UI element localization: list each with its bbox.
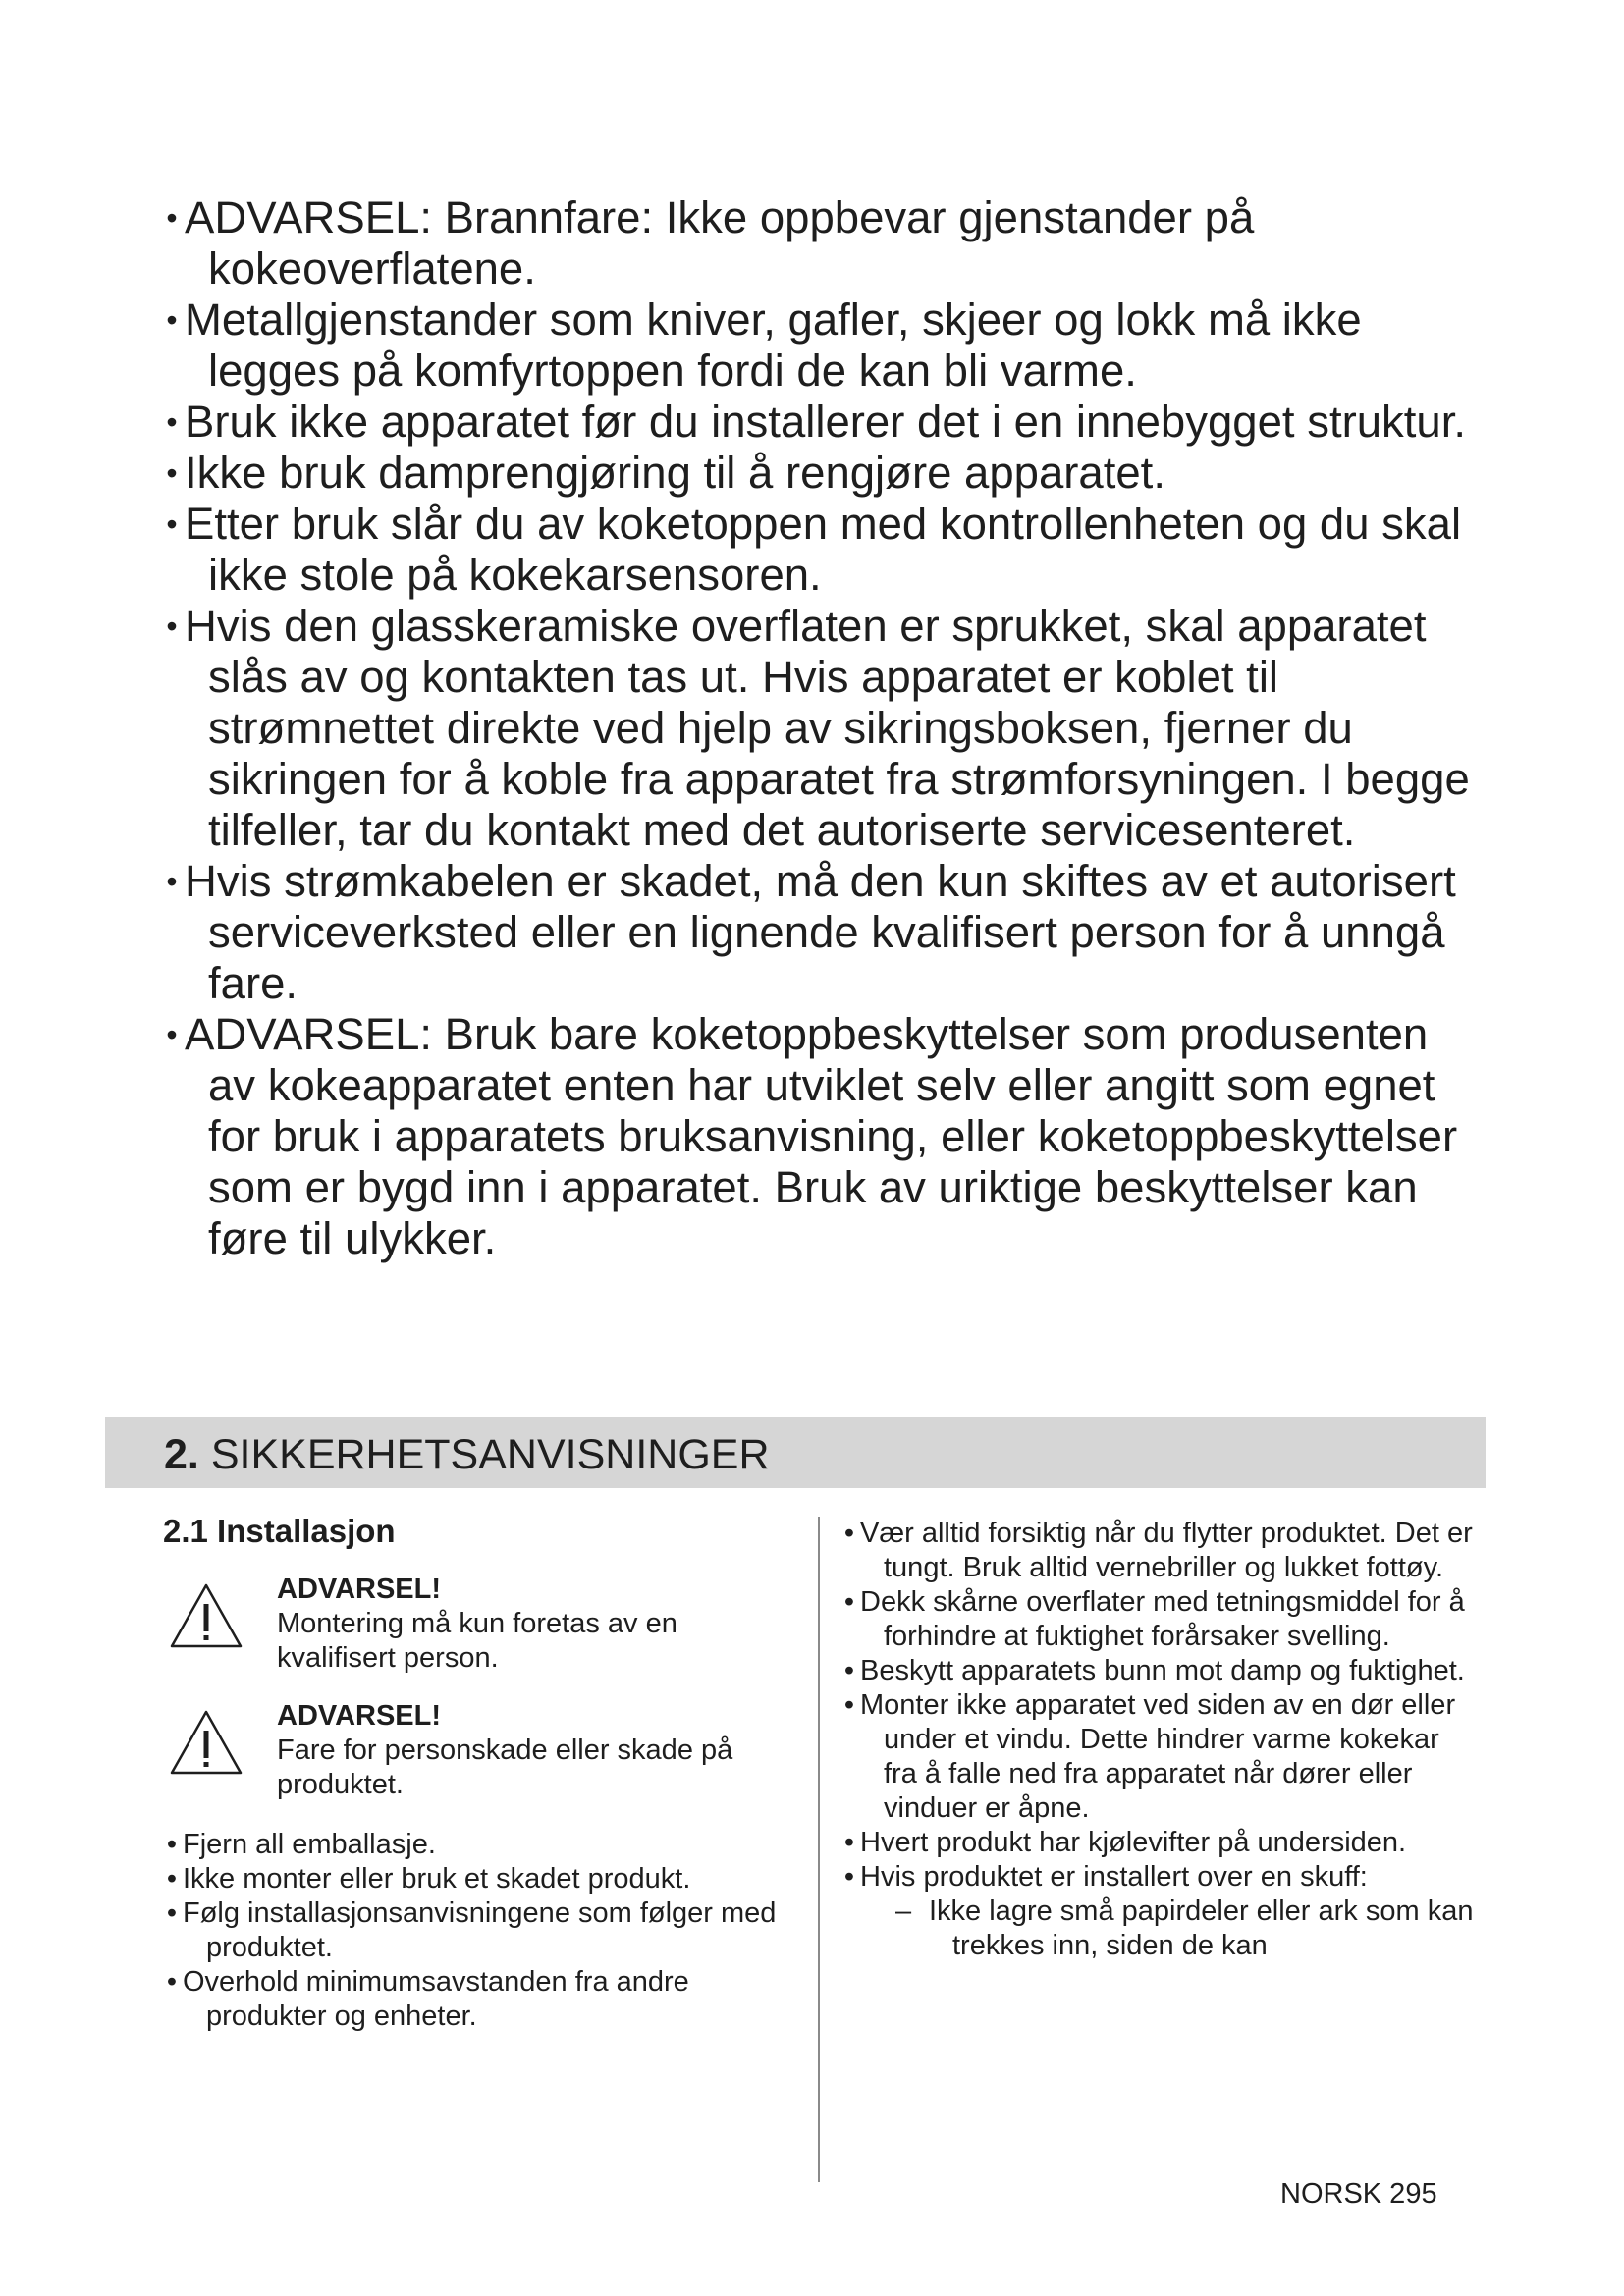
list-item-text: Overhold minimumsavstanden fra andre produkter og enheter. [183, 1966, 689, 2032]
list-item [840, 1517, 1479, 1585]
section-header-bar [105, 1417, 1486, 1488]
list-item-text: Vær alltid forsiktig når du flytter produktet. Det er tungt. Bruk alltid vernebriller og lukket fottøy. [860, 1518, 1473, 1583]
list-item [840, 1688, 1479, 1826]
top-bullet [157, 856, 1473, 1009]
section-title [164, 1431, 770, 1478]
top-bullet-text: ADVARSEL: Brannfare: Ikke oppbevar gjenstander på kokeoverflatene. [185, 192, 1255, 294]
top-bullet [157, 397, 1473, 448]
list-item [163, 1896, 791, 1965]
bullet-dot: • [166, 1897, 178, 1929]
bullet-dot: • [843, 1689, 855, 1721]
warning-text [277, 1699, 787, 1802]
list-item [840, 1654, 1479, 1688]
bullet-dot: • [166, 507, 178, 542]
list-item-text: Ikke monter eller bruk et skadet produkt. [183, 1863, 691, 1895]
sub-list-item-text: Ikke lagre små papirdeler eller ark som kan trekkes inn, siden de kan [929, 1896, 1474, 1961]
top-bullet-text: Bruk ikke apparatet før du installerer det i en innebygget struktur. [185, 397, 1467, 447]
bullet-dot: • [166, 455, 178, 491]
top-bullet [157, 192, 1473, 294]
list-item-text: Følg installasjonsanvisningene som følger med produktet. [183, 1897, 777, 1963]
bullet-dot: • [166, 1966, 178, 1998]
bullet-dot: • [166, 1017, 178, 1052]
installation-list-continued [840, 1517, 1479, 1963]
list-item [840, 1826, 1479, 1860]
section-title-text: SIKKERHETSANVISNINGER [210, 1431, 770, 1478]
top-bullet-text: Etter bruk slår du av koketoppen med kontrollenheten og du skal ikke stole på kokekarsensoren. [185, 499, 1462, 600]
bullet-dot: • [843, 1586, 855, 1618]
list-item [163, 1828, 791, 1862]
top-bullet [157, 1009, 1473, 1264]
warning-triangle-icon [169, 1582, 244, 1649]
section-number: 2. [164, 1431, 199, 1478]
page-footer: NORSK 295 [1280, 2178, 1437, 2210]
list-item [163, 1862, 791, 1896]
sub-list-item [895, 1895, 1479, 1963]
warning-title: ADVARSEL! [277, 1700, 442, 1732]
dash-marker: – [895, 1896, 912, 1927]
list-item-text: Dekk skårne overflater med tetningsmiddel for å forhindre at fuktighet forårsaker svelling. [860, 1586, 1465, 1652]
bullet-dot: • [166, 1863, 178, 1895]
top-bullet [157, 601, 1473, 856]
bullet-dot: • [843, 1861, 855, 1893]
top-bullet-text: ADVARSEL: Bruk bare koketoppbeskyttelser som produsenten av kokeapparatet enten har utviklet selv eller angitt som egnet for bruk i apparatets bruksanvisning, eller koketoppbeskyttelser som er bygd inn i apparatet. Bruk av uriktige beskyttelser kan føre til ulykker. [185, 1009, 1458, 1263]
bullet-dot: • [843, 1827, 855, 1858]
list-item-text: Hvis produktet er installert over en skuff: [860, 1861, 1368, 1893]
list-item [163, 1965, 791, 2034]
bullet-dot: • [166, 404, 178, 440]
bullet-dot: • [166, 200, 178, 236]
top-bullet [157, 448, 1473, 499]
list-item [840, 1585, 1479, 1654]
warning-title: ADVARSEL! [277, 1574, 442, 1605]
list-item-text: Monter ikke apparatet ved siden av en dør eller under et vindu. Dette hindrer varme kokekar fra å falle ned fra apparatet når dører eller vinduer er åpne. [860, 1689, 1456, 1824]
top-bullet-text: Ikke bruk damprengjøring til å rengjøre apparatet. [185, 448, 1165, 498]
warning-triangle-icon [169, 1709, 244, 1776]
list-item-text: Beskytt apparatets bunn mot damp og fuktighet. [860, 1655, 1465, 1686]
top-safety-list [157, 192, 1473, 1264]
installation-list [163, 1828, 791, 2034]
bullet-dot: • [843, 1518, 855, 1549]
list-item-text: Fjern all emballasje. [183, 1829, 436, 1860]
warning-text [277, 1573, 787, 1676]
bullet-dot: • [166, 609, 178, 644]
list-item [840, 1860, 1479, 1963]
subsection-title: 2.1 Installasjon [163, 1513, 396, 1549]
list-item-text: Hvert produkt har kjølevifter på undersiden. [860, 1827, 1407, 1858]
top-bullet [157, 499, 1473, 601]
warning-body: Fare for personskade eller skade på produktet. [277, 1735, 733, 1800]
top-bullet-text: Hvis den glasskeramiske overflaten er sprukket, skal apparatet slås av og kontakten tas ut. Hvis apparatet er koblet til strømnettet direkte ved hjelp av sikringsboksen, fjerner du sikringen for å koble fra apparatet fra strømforsyningen. I begge tilfeller, tar du kontakt med det autoriserte servicesenteret. [185, 601, 1470, 855]
top-bullet [157, 294, 1473, 397]
warning-box [163, 1699, 791, 1812]
warning-box [163, 1573, 791, 1685]
top-bullet-text: Hvis strømkabelen er skadet, må den kun skiftes av et autorisert serviceverksted eller en lignende kvalifisert person for å unngå fare. [185, 856, 1456, 1008]
left-column [163, 1512, 791, 2034]
bullet-dot: • [843, 1655, 855, 1686]
column-divider [818, 1517, 820, 2182]
bullet-dot: • [166, 1829, 178, 1860]
bullet-dot: • [166, 302, 178, 338]
top-bullet-text: Metallgjenstander som kniver, gafler, skjeer og lokk må ikke legges på komfyrtoppen fordi de kan bli varme. [185, 294, 1362, 396]
bullet-dot: • [166, 864, 178, 899]
warning-body: Montering må kun foretas av en kvalifisert person. [277, 1608, 677, 1674]
right-column [840, 1517, 1479, 1963]
